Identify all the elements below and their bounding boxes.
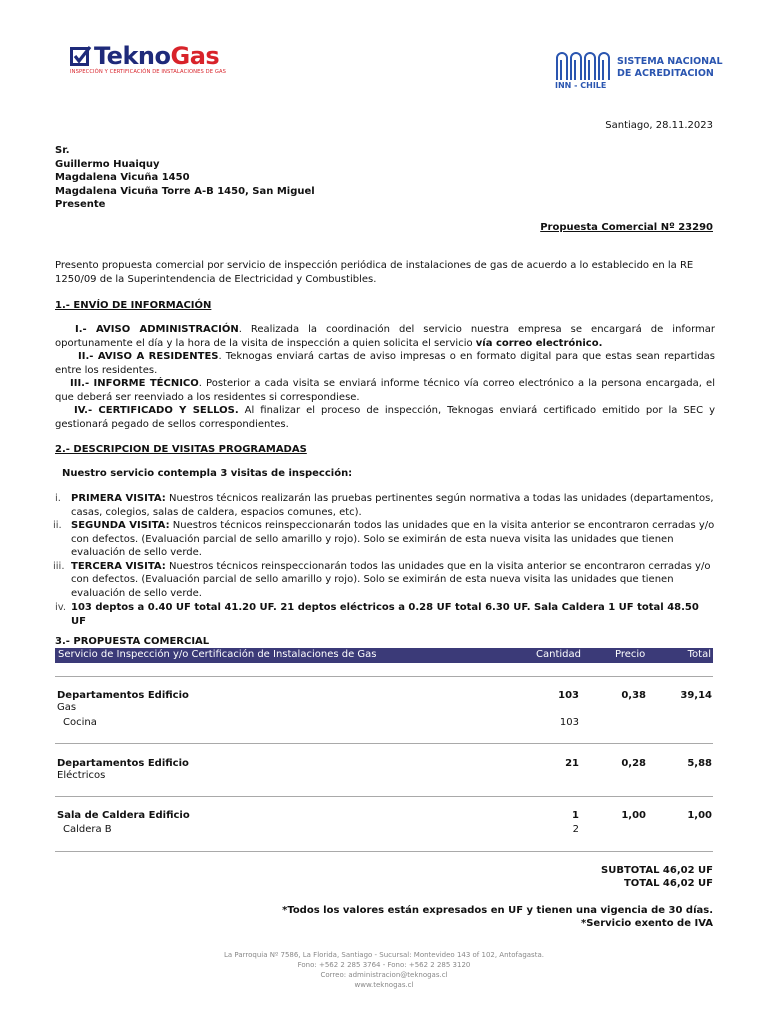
recipient-name: Guillermo Huaiquy [55,158,160,170]
row-quantity: 1 [572,810,579,821]
section3-heading: 3.- PROPUESTA COMERCIAL [55,636,210,647]
footer-website[interactable]: www.teknogas.cl [354,981,414,989]
column-price: Precio [615,649,646,660]
row-price: 1,00 [621,810,646,821]
visit-marker-2: ii. [53,520,62,531]
notice-label-1: I.- AVISO ADMINISTRACIÓN [75,324,239,335]
visit-text-2: Nuestros técnicos reinspeccionarán todos las unidades que en la visita anterior se encontraron cerradas y/o con defectos. (Evaluación parcial de sello amarillo y rojo). Solo se eximirán de esta nueva visita las unidades que tienen evaluación de sello verde. [71,520,715,558]
inn-title-line2: DE ACREDITACION [617,68,714,79]
teknogas-logo [70,42,240,82]
row-sub: Gas [57,702,77,713]
inn-chile-label: INN - CHILE [555,81,607,90]
table-divider [55,851,713,852]
visit-text-1: Nuestros técnicos realizarán las pruebas pertinentes según normativa a todas las unidades (departamentos, casas, colegios, salas de caldera, espacios comunes, etc). [71,493,714,518]
column-service: Servicio de Inspección y/o Certificación de Instalaciones de Gas [58,649,377,660]
checkbox-logo-icon [70,45,92,67]
inn-mark-icon [555,52,611,82]
table-divider [55,796,713,797]
visit-item-3 [55,560,715,601]
recipient-closing: Presente [55,199,106,210]
notice-text-4: Al finalizar el proceso de inspección, Teknogas enviará certificado emitido por la SEC y gestionará pegado de sellos correspondientes. [55,405,716,430]
visit-label-3: TERCERA VISITA: [71,560,166,572]
recipient-address-1: Magdalena Vicuña 1450 [55,172,190,183]
visits-lead: Nuestro servicio contempla 3 visitas de inspección: [62,468,353,479]
notice-bold-end-1: vía correo electrónico. [475,337,603,349]
row-name: Sala de Caldera Edificio [57,810,190,821]
row-price: 0,28 [621,758,646,769]
row-detail-quantity: 103 [559,717,579,728]
subtotal: SUBTOTAL 46,02 UF [601,865,713,876]
wordmark-gas: Gas [170,42,220,70]
recipient-block [55,144,315,212]
row-detail-quantity: 2 [572,824,579,835]
section1-heading: 1.- ENVÍO DE INFORMACIÓN [55,300,212,311]
tax-note: *Servicio exento de IVA [580,918,713,929]
visit-item-1 [55,492,715,519]
notice-item-4 [55,404,715,431]
notice-item-2 [55,350,715,377]
visit-item-2 [55,519,715,560]
visits-list [55,492,715,628]
visit-label-1: PRIMERA VISITA: [71,493,166,504]
proposal-title: Propuesta Comercial Nº 23290 [540,222,713,233]
teknogas-wordmark [94,42,219,70]
notice-label-4: IV.- CERTIFICADO Y SELLOS. [74,405,239,416]
inn-title [617,56,723,80]
validity-note: *Todos los valores están expresados en UF y tienen una vigencia de 30 días. [282,905,713,916]
row-price: 0,38 [621,690,646,701]
visit-item-4 [55,601,715,628]
row-name: Departamentos Edificio [57,758,189,769]
notice-text-1: . Realizada la coordinación del servicio nuestra empresa se encargará de informar oportunamente el día y la hora de la visita de inspección a quien solicita el servicio [55,324,715,349]
footer [0,950,768,990]
row-total: 5,88 [687,758,712,769]
row-total: 1,00 [687,810,712,821]
notice-text-2: . Teknogas enviará cartas de aviso impresas o en formato digital para que estas sean repartidas entre los residentes. [55,351,716,376]
wordmark-tekno: Tekno [94,42,171,70]
inn-chile-logo [555,52,725,92]
footer-phones: Fono: +562 2 285 3764 - Fono: +562 2 285 3120 [297,961,471,969]
footer-address: La Parroquia Nº 7586, La Florida, Santiago - Sucursal: Montevideo 143 of 102, Antofagasta. [224,951,544,959]
column-total: Total [687,649,711,660]
footer-email: Correo: administracion@teknogas.cl [320,971,448,979]
visit-text-3: Nuestros técnicos reinspeccionarán todos las unidades que en la visita anterior se encontraron cerradas y/o con defectos. (Evaluación parcial de sello amarillo y rojo). Solo se eximirán de esta nueva visita las unidades que tienen evaluación de sello verde. [71,560,711,599]
row-sub: Eléctricos [57,770,106,781]
total: TOTAL 46,02 UF [623,878,713,889]
date-line: Santiago, 28.11.2023 [605,120,713,131]
recipient-title: Sr. [55,145,70,156]
row-total: 39,14 [680,690,712,701]
notice-item-3 [55,377,715,404]
row-quantity: 103 [558,690,579,701]
notice-item-1 [55,323,715,350]
row-detail: Cocina [63,717,97,728]
table-divider [55,743,713,744]
notice-label-2: II.- AVISO A RESIDENTES [78,351,219,362]
inn-title-line1: SISTEMA NACIONAL [617,56,723,67]
table-divider [55,676,713,677]
row-name: Departamentos Edificio [57,690,189,701]
visit-marker-1: i. [55,493,61,504]
visit-marker-3: iii. [53,560,65,572]
notice-text-3: . Posterior a cada visita se enviará informe técnico vía correo electrónico a la persona encargada, el que deberá ser reenviado a los residentes si correspondiese. [55,378,715,403]
recipient-address-2: Magdalena Vicuña Torre A-B 1450, San Miguel [55,185,315,197]
visit-marker-4: iv. [55,602,67,613]
section2-heading: 2.- DESCRIPCION DE VISITAS PROGRAMADAS [55,444,307,455]
notice-label-3: III.- INFORME TÉCNICO [70,378,199,389]
table-header [55,648,713,663]
visit-label-2: SEGUNDA VISITA: [71,520,170,531]
row-quantity: 21 [565,758,579,769]
intro-paragraph: Presento propuesta comercial por servicio de inspección periódica de instalaciones de gas de acuerdo a lo establecido en la RE 1250/09 de la Superintendencia de Electricidad y Combustibles. [55,260,694,285]
visit-label-4: 103 deptos a 0.40 UF total 41.20 UF. 21 deptos eléctricos a 0.28 UF total 6.30 UF. Sala Caldera 1 UF total 48.50 UF [71,602,699,627]
column-quantity: Cantidad [536,649,581,660]
teknogas-tagline: INSPECCIÓN Y CERTIFICACIÓN DE INSTALACIONES DE GAS [70,69,227,75]
row-detail: Caldera B [63,824,112,835]
section1-body [55,323,715,431]
